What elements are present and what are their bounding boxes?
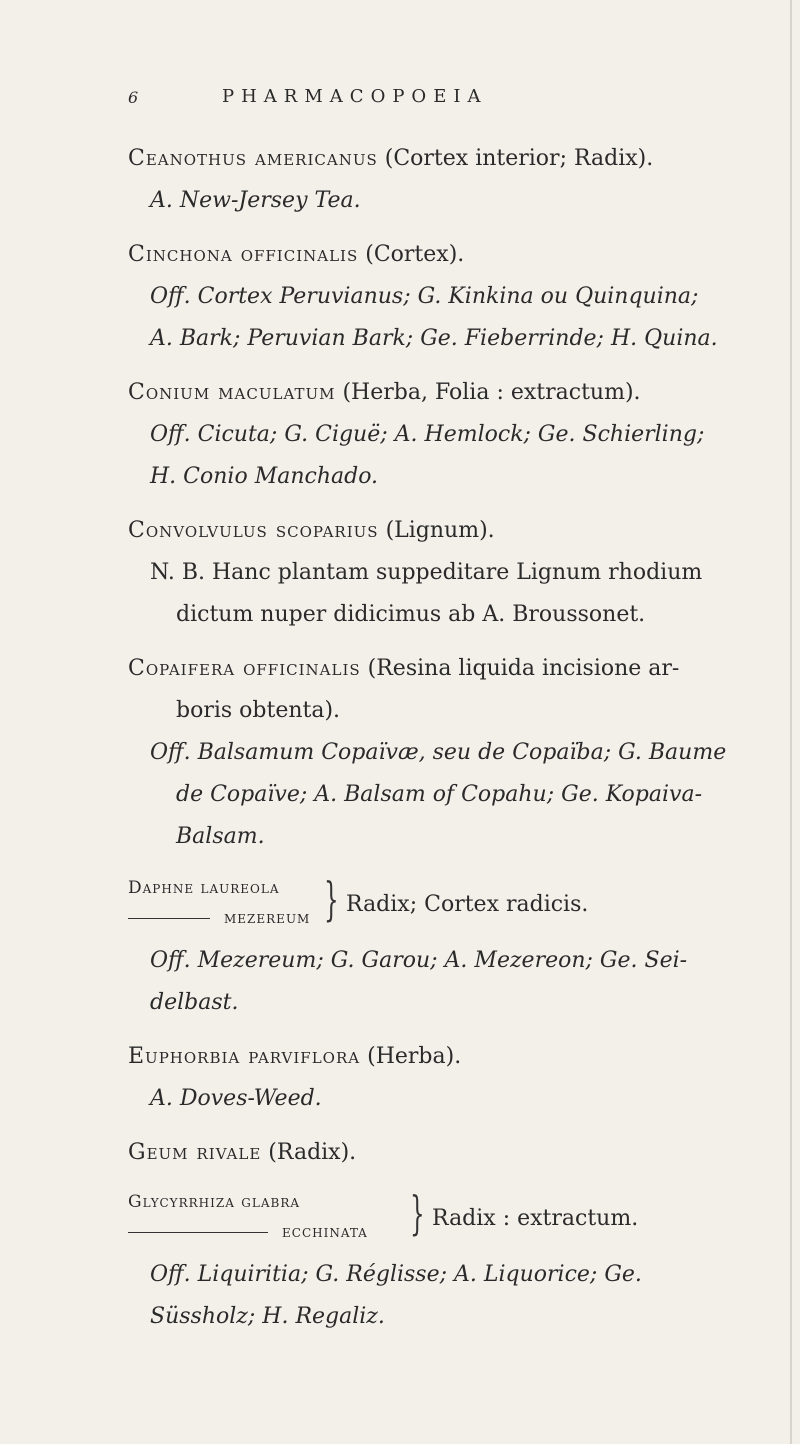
entry-conium-synonyms-2: H. Conio Manchado. bbox=[150, 464, 379, 489]
entry-convolvulus-note-2: dictum nuper didicimus ab A. Broussonet. bbox=[176, 602, 646, 627]
plant-parts: (Lignum). bbox=[385, 518, 495, 543]
plant-name: Ceanothus americanus bbox=[128, 146, 378, 171]
entry-daphne-name-2 bbox=[128, 910, 310, 927]
entry-copaifera-synonyms-1: Off. Balsamum Copaïvæ, seu de Copaïba; G. Baume bbox=[150, 740, 727, 765]
entry-ceanothus-heading bbox=[128, 148, 653, 170]
running-header: PHARMACOPOEIA bbox=[222, 86, 488, 107]
entry-convolvulus-heading bbox=[128, 520, 495, 542]
entry-convolvulus-note-1: N. B. Hanc plantam suppeditare Lignum rhodium bbox=[150, 560, 703, 585]
entry-daphne-synonyms-2: delbast. bbox=[150, 990, 239, 1015]
entry-cinchona-synonyms-2: A. Bark; Peruvian Bark; Ge. Fieberrinde; H. Quina. bbox=[150, 326, 718, 351]
plant-parts: (Cortex). bbox=[365, 242, 465, 267]
entry-copaifera-synonyms-3: Balsam. bbox=[176, 824, 265, 849]
plant-name: Cinchona officinalis bbox=[128, 242, 359, 267]
plant-name: Convolvulus scoparius bbox=[128, 518, 379, 543]
brace: } bbox=[324, 872, 339, 926]
plant-parts: (Herba). bbox=[367, 1044, 462, 1069]
entry-ceanothus-synonyms: A. New-Jersey Tea. bbox=[150, 188, 361, 213]
ditto-dash bbox=[128, 918, 210, 919]
plant-parts: (Radix). bbox=[268, 1140, 357, 1165]
page-number: 6 bbox=[128, 88, 139, 107]
entry-cinchona-synonyms-1: Off. Cortex Peruvianus; G. Kinkina ou Quinquina; bbox=[150, 284, 699, 309]
entry-conium-synonyms-1: Off. Cicuta; G. Ciguë; A. Hemlock; Ge. Schierling; bbox=[150, 422, 705, 447]
page-edge-shadow bbox=[790, 0, 792, 1444]
entry-copaifera-parts-cont: boris obtenta). bbox=[176, 698, 341, 723]
ditto-dash bbox=[128, 1232, 268, 1233]
entry-glycyrrhiza-synonyms-2: Süssholz; H. Regaliz. bbox=[150, 1304, 385, 1329]
entry-glycyrrhiza-name-1: Glycyrrhiza glabra bbox=[128, 1192, 301, 1212]
entry-copaifera-synonyms-2: de Copaïve; A. Balsam of Copahu; Ge. Kopaiva- bbox=[176, 782, 703, 807]
plant-parts: (Herba, Folia : extractum). bbox=[342, 380, 641, 405]
entry-euphorbia-synonyms: A. Doves-Weed. bbox=[150, 1086, 322, 1111]
species-name: ecchinata bbox=[282, 1222, 368, 1242]
entry-daphne-parts: Radix; Cortex radicis. bbox=[346, 892, 589, 917]
entry-copaifera-heading bbox=[128, 658, 679, 680]
plant-parts: (Resina liquida incisione ar- bbox=[367, 656, 680, 681]
plant-name: Copaifera officinalis bbox=[128, 656, 361, 681]
entry-glycyrrhiza-parts: Radix : extractum. bbox=[432, 1206, 639, 1231]
entry-daphne-name-1: Daphne laureola bbox=[128, 878, 280, 898]
brace: } bbox=[410, 1186, 425, 1240]
entry-glycyrrhiza-name-2 bbox=[128, 1224, 368, 1241]
plant-parts: (Cortex interior; Radix). bbox=[384, 146, 654, 171]
species-name: mezereum bbox=[224, 908, 311, 928]
plant-name: Geum rivale bbox=[128, 1140, 262, 1165]
entry-cinchona-heading bbox=[128, 244, 464, 266]
plant-name: Conium maculatum bbox=[128, 380, 336, 405]
entry-euphorbia-heading bbox=[128, 1046, 461, 1068]
entry-daphne-synonyms-1: Off. Mezereum; G. Garou; A. Mezereon; Ge. Sei- bbox=[150, 948, 688, 973]
entry-glycyrrhiza-synonyms-1: Off. Liquiritia; G. Réglisse; A. Liquorice; Ge. bbox=[150, 1262, 642, 1287]
entry-conium-heading bbox=[128, 382, 641, 404]
entry-geum-heading bbox=[128, 1142, 356, 1164]
plant-name: Euphorbia parviflora bbox=[128, 1044, 361, 1069]
